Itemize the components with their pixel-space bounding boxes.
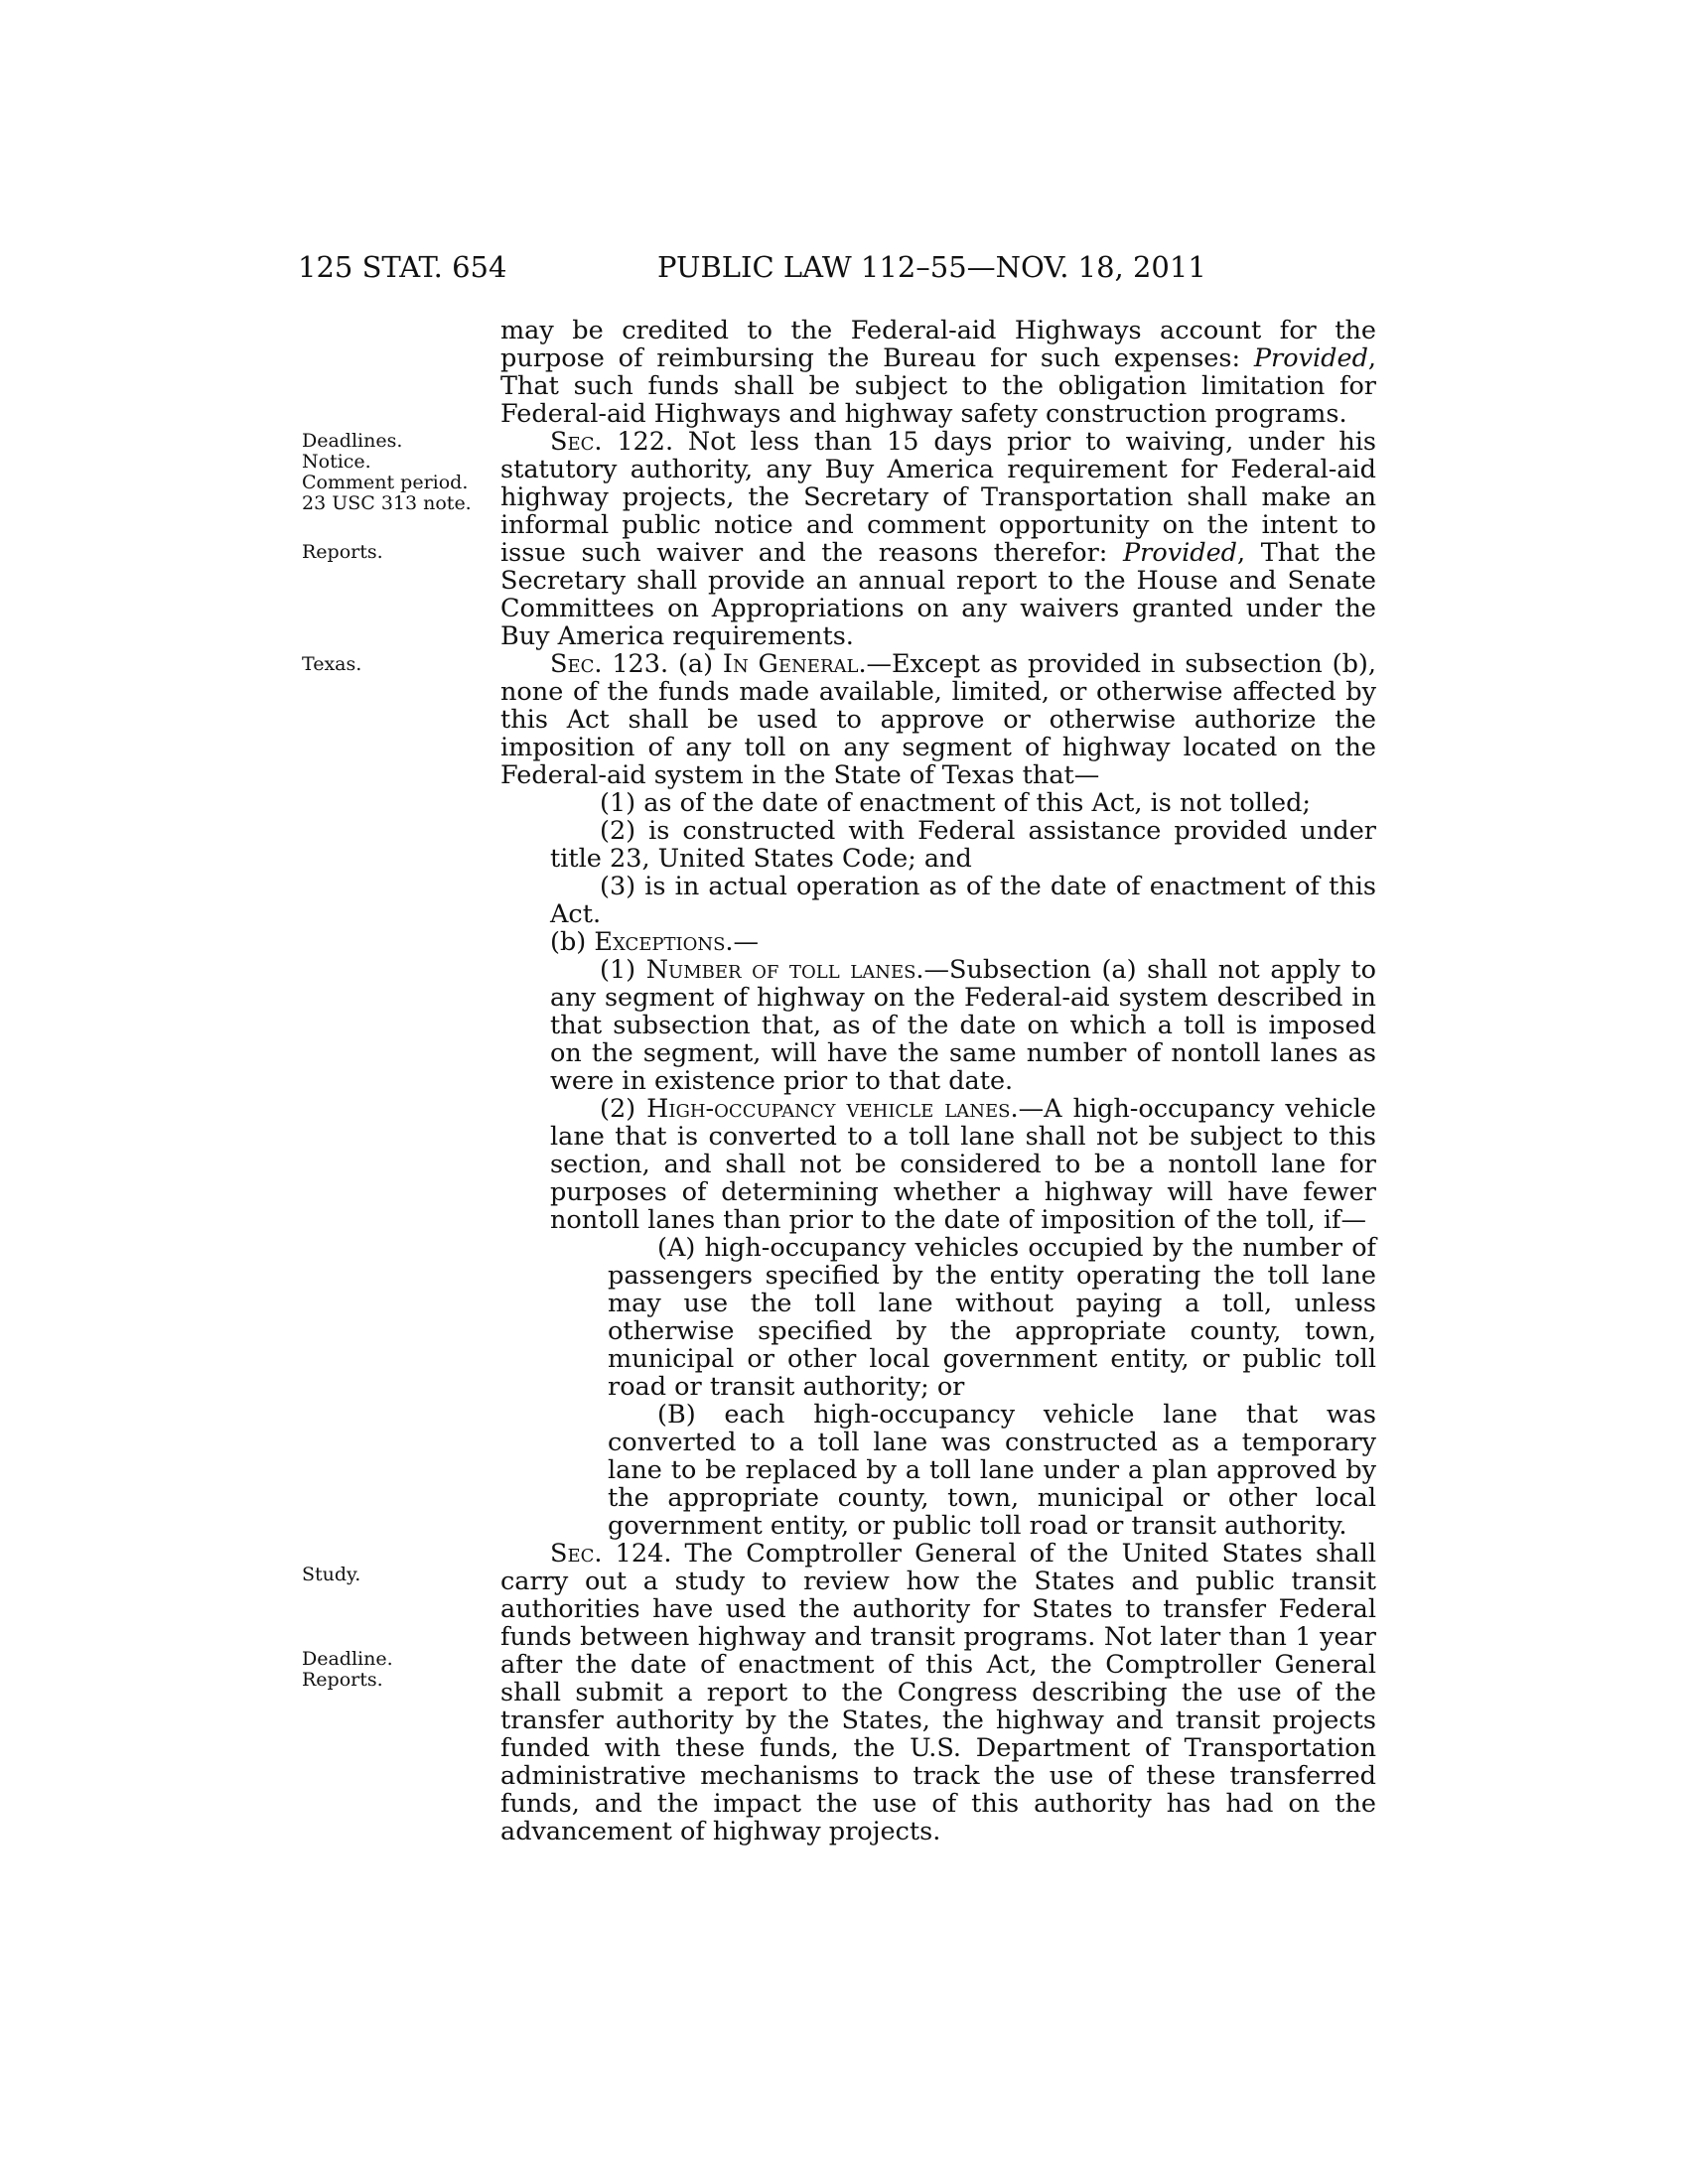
section-123: Sec. 123. (a) In General.—Except as provided in subsection (b), none of the funds made available, limited, or otherwise affected by this Act shall be used to approve or otherwise authorize the imposition of any toll on any segment of highway located on the Federal-aid system in the State of Texas that— [500,649,1376,790]
list-item: (3) is in actual operation as of the date of enactment of this Act. [550,872,1376,929]
statute-page-number: 125 STAT. 654 [298,250,507,284]
list-item: (1) as of the date of enactment of this Act, is not tolled; [600,788,1312,818]
page-header [298,250,1380,290]
exception-toll-lanes: (1) Number of toll lanes.—Subsection (a) shall not apply to any segment of highway on the Federal-aid system described in that subsection that, as of the date on which a toll is imposed on the segment, will have the same number of nontoll lanes as were in existence prior to that date. [550,955,1376,1096]
margin-note-line: Deadline. [302,1648,393,1670]
subsection-exceptions: (b) Exceptions.— [550,927,760,957]
exception-hov-lanes: (2) High-occupancy vehicle lanes.—A high-occupancy vehicle lane that is converted to a toll lane shall not be subject to this section, and shall not be considered to be a nontoll lane for purposes of determining whether a highway will have fewer nontoll lanes than prior to the date of imposition of the toll, if— [550,1094,1376,1235]
public-law-title: PUBLIC LAW 112–55—NOV. 18, 2011 [657,250,1206,284]
subparagraph-b: (B) each high-occupancy vehicle lane that was converted to a toll lane was constructed as a temporary lane to be replaced by a toll lane under a plan approved by the appropriate county, town, municipal or other local government entity, or public toll road or transit authority. [608,1400,1376,1541]
margin-note-line: Deadlines. [302,430,403,452]
margin-note-reports [302,542,500,563]
margin-note-line: Study. [302,1564,361,1585]
section-124: Sec. 124. The Comptroller General of the United States shall carry out a study to review how the States and public transit authorities have used the authority for States to transfer Federal funds between highway and transit programs. Not later than 1 year after the date of enactment of this Act, the Comptroller General shall submit a report to the Congress describing the use of the transfer authority by the States, the highway and transit projects funded with these funds, the U.S. Department of Transportation administrative mechanisms to track the use of these transferred funds, and the impact the use of this authority has had on the advancement of highway projects. [500,1539,1376,1846]
margin-note-texas [302,654,500,675]
margin-note-line: Reports. [302,1669,383,1691]
margin-note-line: Reports. [302,541,383,563]
margin-note-line: Comment period. [302,472,469,493]
main-text [500,317,1376,1845]
list-item: (2) is constructed with Federal assistance provided under title 23, United States Code; and [550,816,1376,874]
margin-note-line: 23 USC 313 note. [302,492,472,514]
section-122: Sec. 122. Not less than 15 days prior to waiving, under his statutory authority, any Buy America requirement for Federal-aid highway projects, the Secretary of Transportation shall make an informal public notice and comment opportunity on the intent to issue such waiver and the reasons therefor: Provided, That the Secretary shall provide an annual report to the House and Senate Committees on Appropriations on any waivers granted under the Buy America requirements. [500,427,1376,651]
continuation-paragraph: may be credited to the Federal-aid Highways account for the purpose of reimbursing the Bureau for such expenses: Provided, That such funds shall be subject to the obligation limitation for Federal-aid Highways and highway safety construction programs. [500,316,1376,429]
margin-note-sec122 [302,431,500,514]
margin-note-sec124 [302,1649,500,1691]
margin-note-line: Texas. [302,653,362,675]
subparagraph-a: (A) high-occupancy vehicles occupied by the number of passengers specified by the entity operating the toll lane may use the toll lane without paying a toll, unless otherwise specified by the appropriate county, town, municipal or other local government entity, or public toll road or transit authority; or [608,1233,1376,1402]
margin-note-line: Notice. [302,451,371,473]
margin-note-study [302,1565,500,1585]
